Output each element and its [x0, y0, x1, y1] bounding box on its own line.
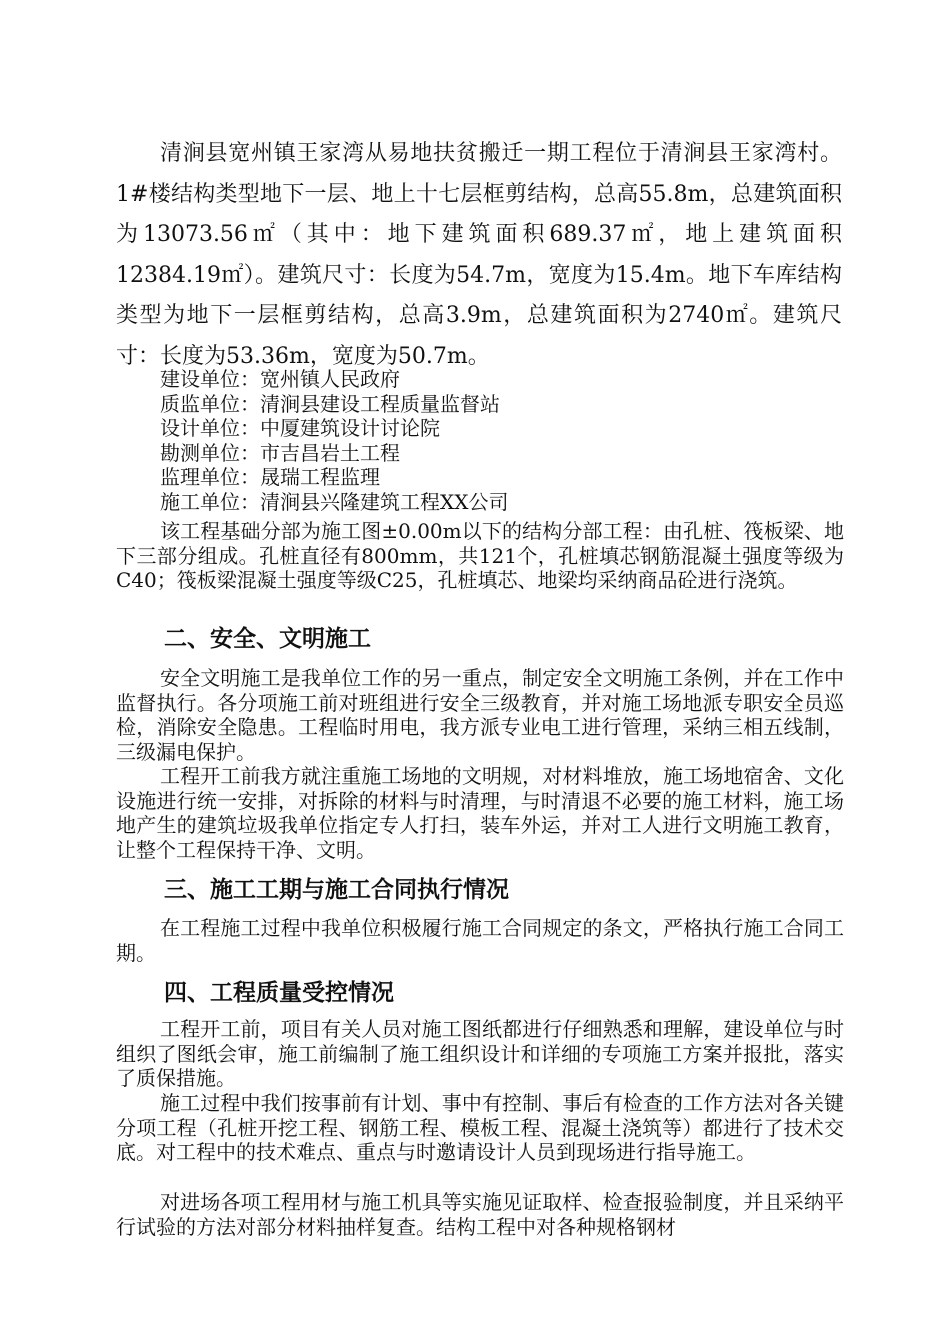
section-heading-schedule: 三、施工工期与施工合同执行情况: [164, 876, 509, 903]
safety-paragraph-2: 工程开工前我方就注重施工场地的文明规，对材料堆放，施工场地宿舍、文化设施进行统一安排，对拆除的材料与时清理，与时清退不必要的施工材料，施工场地产生的建筑垃圾我单位指定专人打扫，装车外运，并对工人进行文明施工教育，让整个工程保持干净、文明。: [116, 764, 844, 862]
quality-paragraph-1: 工程开工前，项目有关人员对施工图纸都进行仔细熟悉和理解，建设单位与时组织了图纸会审，施工前编制了施工组织设计和详细的专项施工方案并报批，落实了质保措施。: [116, 1017, 844, 1091]
foundation-paragraph: 该工程基础分部为施工图±0.00m以下的结构分部工程：由孔桩、筏板梁、地下三部分组成。孔桩直径有800mm，共121个，孔桩填芯钢筋混凝土强度等级为C40；筏板梁混凝土强度等级C25，孔桩填芯、地梁均采纳商品砼进行浇筑。: [116, 519, 844, 593]
section-heading-quality: 四、工程质量受控情况: [164, 979, 394, 1006]
quality-paragraph-2: 施工过程中我们按事前有计划、事中有控制、事后有检查的工作方法对各关键分项工程（孔桩开挖工程、钢筋工程、模板工程、混凝土浇筑等）都进行了技术交底。对工程中的技术难点、重点与时邀请设计人员到现场进行指导施工。: [116, 1091, 844, 1165]
intro-paragraph: 清涧县宽州镇王家湾从易地扶贫搬迁一期工程位于清涧县王家湾村。1#楼结构类型地下一层、地上十七层框剪结构，总高55.8m，总建筑面积为13073.56㎡（其中：地下建筑面积689.37㎡，地上建筑面积12384.19㎡）。建筑尺寸：长度为54.7m，宽度为15.4m。地下车库结构类型为地下一层框剪结构，总高3.9m，总建筑面积为2740㎡。建筑尺寸：长度为53.36m，宽度为50.7m。: [116, 141, 842, 369]
unit-survey: 勘测单位：市吉昌岩土工程: [160, 440, 400, 465]
unit-design: 设计单位：中厦建筑设计讨论院: [160, 416, 440, 440]
unit-contractor: 施工单位：清涧县兴隆建筑工程XX公司: [160, 489, 509, 514]
unit-supervision: 监理单位：晟瑞工程监理: [160, 465, 380, 489]
quality-paragraph-3: 对进场各项工程用材与施工机具等实施见证取样、检查报验制度，并且采纳平行试验的方法对部分材料抽样复查。结构工程中对各种规格钢材: [116, 1190, 844, 1239]
schedule-paragraph: 在工程施工过程中我单位积极履行施工合同规定的条文，严格执行施工合同工期。: [116, 916, 844, 965]
unit-construction: 建设单位：宽州镇人民政府: [160, 367, 400, 391]
section-heading-safety: 二、安全、文明施工: [164, 625, 371, 652]
project-units-list: [160, 367, 840, 514]
unit-quality-supervision: 质监单位：清涧县建设工程质量监督站: [160, 391, 500, 416]
safety-paragraph-1: 安全文明施工是我单位工作的另一重点，制定安全文明施工条例，并在工作中监督执行。各分项施工前对班组进行安全三级教育，并对施工场地派专职安全员巡检，消除安全隐患。工程临时用电，我方派专业电工进行管理，采纳三相五线制，三级漏电保护。: [116, 666, 844, 764]
